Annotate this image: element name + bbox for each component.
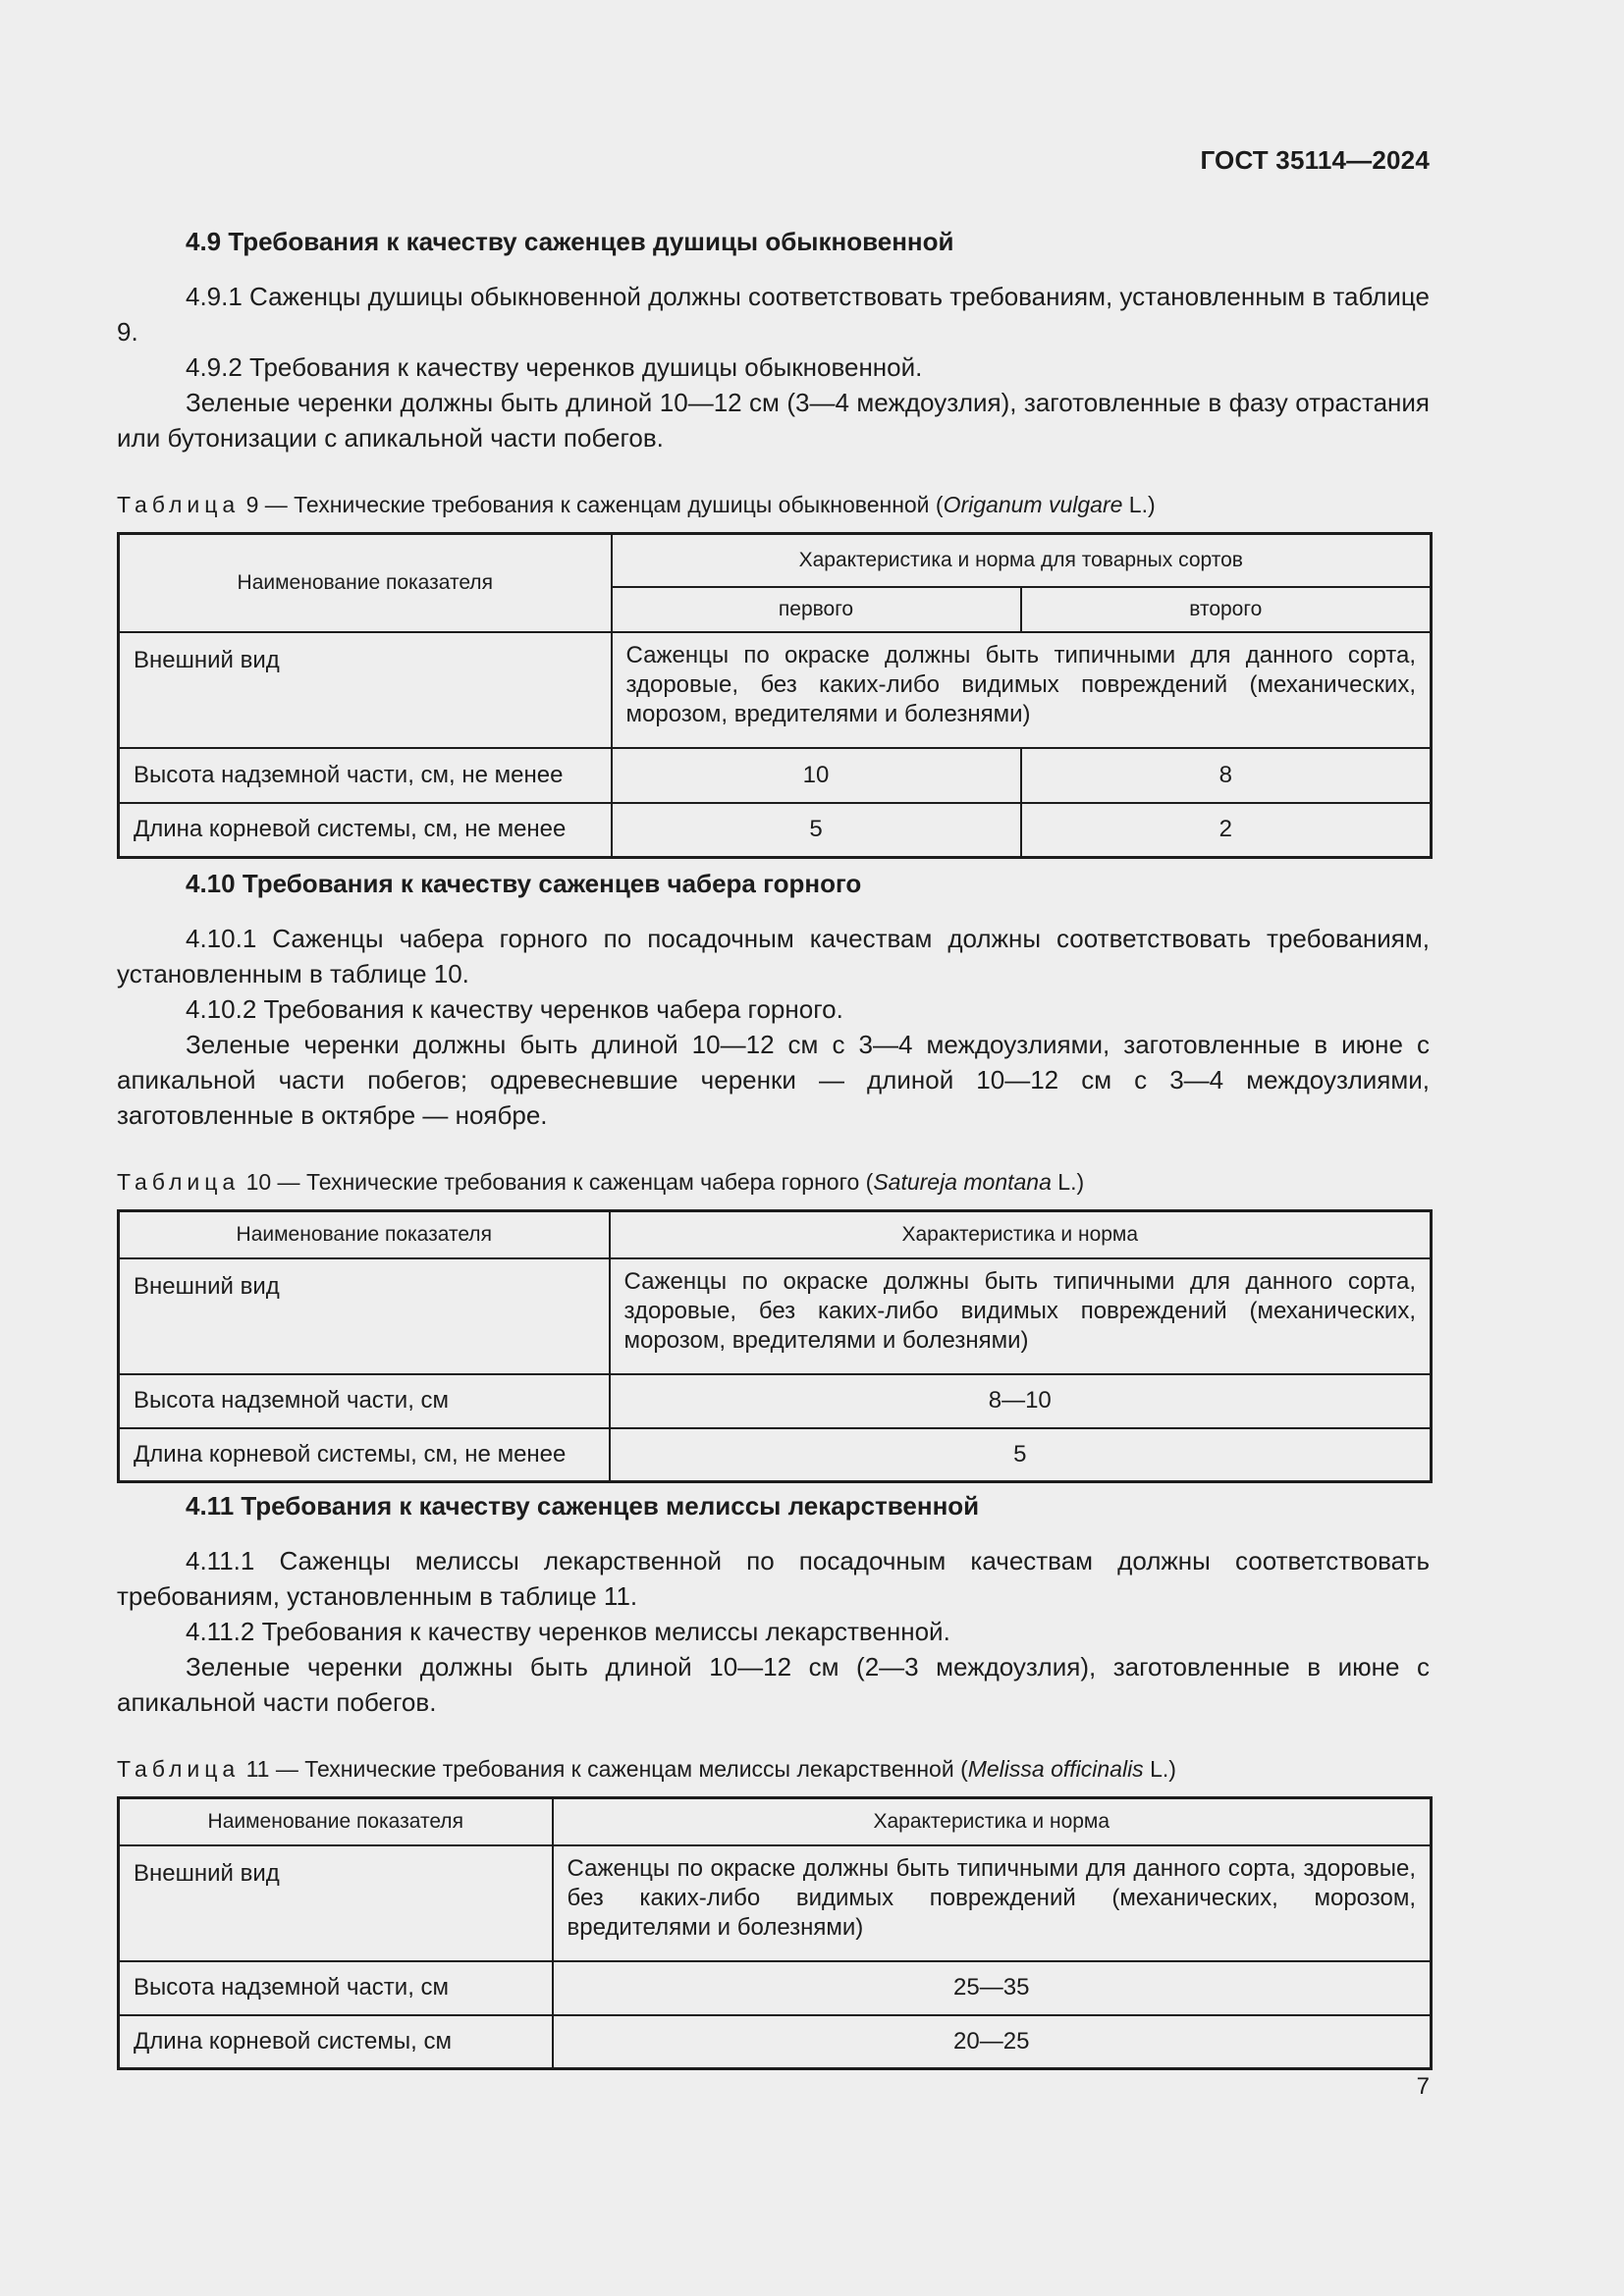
cell-value: 20—25	[553, 2015, 1432, 2069]
cell-value: 5	[610, 1428, 1432, 1482]
section-title: 4.10 Требования к качеству саженцев чабера горного	[186, 869, 862, 898]
row-description: Саженцы по окраске должны быть типичными для данного сорта, здоровые, без каких-либо видимых повреждений (механических, морозом, вредителями и болезнями)	[612, 632, 1432, 748]
table-11	[117, 1796, 1433, 2070]
table-10	[117, 1209, 1433, 1483]
row-name: Длина корневой системы, см, не менее	[119, 1428, 610, 1482]
row-name: Высота надземной части, см, не менее	[119, 748, 612, 803]
cell-value: 8—10	[610, 1374, 1432, 1428]
row-name: Длина корневой системы, см	[119, 2015, 553, 2069]
column-header-value: Характеристика и норма	[553, 1798, 1432, 1845]
section-title: 4.11 Требования к качеству саженцев мелиссы лекарственной	[186, 1491, 980, 1521]
row-name: Внешний вид	[119, 1845, 553, 1961]
cell-value: 8	[1021, 748, 1432, 803]
cell-value: 2	[1021, 803, 1432, 858]
row-name: Внешний вид	[119, 632, 612, 748]
paragraph: 4.9.2 Требования к качеству черенков душицы обыкновенной.	[186, 352, 923, 382]
section-4-9	[117, 224, 1430, 859]
table-caption: Таблица 11 — Технические требования к саженцам мелиссы лекарственной (Melissa officinalis L.)	[117, 1756, 1176, 1782]
row-name: Внешний вид	[119, 1258, 610, 1374]
column-header-name: Наименование показателя	[119, 1798, 553, 1845]
row-name: Высота надземной части, см	[119, 1961, 553, 2015]
paragraph: Зеленые черенки должны быть длиной 10—12 см (2—3 междоузлия), заготовленные в июне с апикальной части побегов.	[117, 1652, 1430, 1717]
column-header-group: Характеристика и норма для товарных сортов	[612, 534, 1432, 587]
paragraph: 4.10.1 Саженцы чабера горного по посадочным качествам должны соответствовать требованиям, установленным в таблице 10.	[117, 924, 1430, 988]
paragraph: Зеленые черенки должны быть длиной 10—12 см с 3—4 междоузлиями, заготовленные в июне с апикальной части побегов; одревесневшие черенки — длиной 10—12 см с 3—4 междоузлиями, заготовленные в октябре — ноябре.	[117, 1030, 1430, 1130]
column-header-name: Наименование показателя	[119, 534, 612, 632]
table-9	[117, 532, 1433, 859]
table-caption: Таблица 10 — Технические требования к саженцам чабера горного (Satureja montana L.)	[117, 1169, 1085, 1195]
paragraph: 4.11.2 Требования к качеству черенков мелиссы лекарственной.	[186, 1617, 950, 1646]
cell-value: 5	[612, 803, 1021, 858]
paragraph: 4.11.1 Саженцы мелиссы лекарственной по посадочным качествам должны соответствовать требованиям, установленным в таблице 11.	[117, 1546, 1430, 1611]
column-header-value: Характеристика и норма	[610, 1211, 1432, 1258]
row-name: Длина корневой системы, см, не менее	[119, 803, 612, 858]
row-description: Саженцы по окраске должны быть типичными для данного сорта, здоровые, без каких-либо видимых повреждений (механических, морозом, вредителями и болезнями)	[553, 1845, 1432, 1961]
row-description: Саженцы по окраске должны быть типичными для данного сорта, здоровые, без каких-либо видимых повреждений (механических, морозом, вредителями и болезнями)	[610, 1258, 1432, 1374]
cell-value: 25—35	[553, 1961, 1432, 2015]
column-header-name: Наименование показателя	[119, 1211, 610, 1258]
cell-value: 10	[612, 748, 1021, 803]
section-title: 4.9 Требования к качеству саженцев душицы обыкновенной	[186, 227, 954, 256]
column-header-second: второго	[1021, 587, 1432, 632]
document-id: ГОСТ 35114—2024	[1200, 145, 1430, 175]
paragraph: Зеленые черенки должны быть длиной 10—12 см (3—4 междоузлия), заготовленные в фазу отрастания или бутонизации с апикальной части побегов.	[117, 388, 1430, 453]
paragraph: 4.9.1 Саженцы душицы обыкновенной должны соответствовать требованиям, установленным в таблице 9.	[117, 282, 1430, 347]
page-number: 7	[1416, 2073, 1430, 2100]
section-4-10	[117, 866, 1430, 1483]
paragraph: 4.10.2 Требования к качеству черенков чабера горного.	[186, 994, 843, 1024]
column-header-first: первого	[612, 587, 1021, 632]
row-name: Высота надземной части, см	[119, 1374, 610, 1428]
table-caption: Таблица 9 — Технические требования к саженцам душицы обыкновенной (Origanum vulgare L.)	[117, 492, 1156, 517]
section-4-11	[117, 1488, 1430, 2070]
